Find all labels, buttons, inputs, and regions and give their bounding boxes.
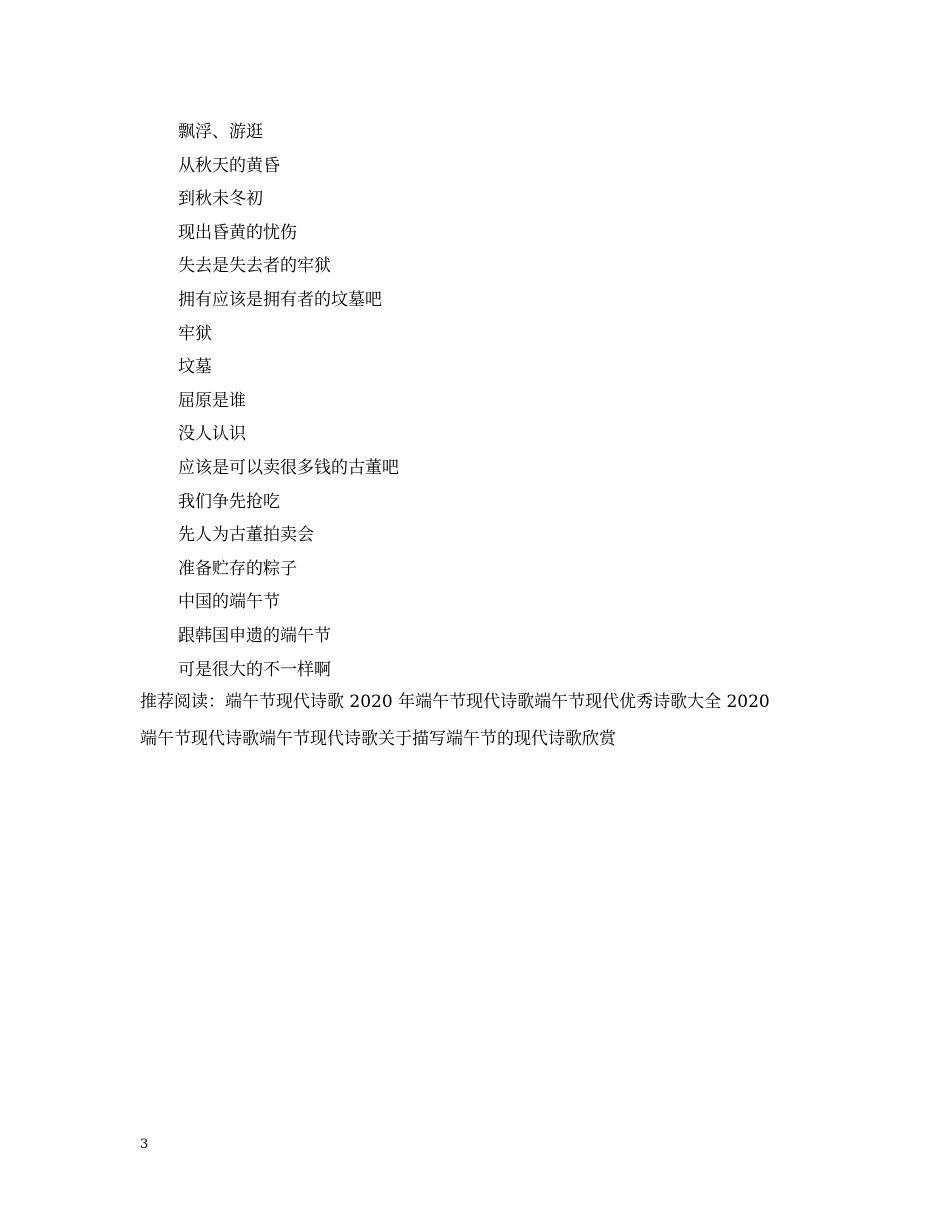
- poem-line: 到秋未冬初: [178, 189, 263, 210]
- poem-line: 屈原是谁: [178, 390, 246, 411]
- poem-body: [178, 116, 399, 687]
- poem-line: 飘浮、游逛: [178, 122, 263, 142]
- poem-line: 准备贮存的粽子: [178, 558, 297, 579]
- poem-line: 现出昏黄的忧伤: [178, 222, 297, 243]
- poem-line: 跟韩国申遗的端午节: [178, 625, 331, 646]
- poem-line: 从秋天的黄昏: [178, 155, 280, 176]
- poem-line: 牢狱: [178, 323, 212, 344]
- poem-line: 应该是可以卖很多钱的古董吧: [178, 457, 399, 478]
- poem-line: 中国的端午节: [178, 592, 280, 613]
- poem-line: 可是很大的不一样啊: [178, 659, 331, 680]
- recommended-reading: [140, 684, 830, 758]
- poem-line: 先人为古董拍卖会: [178, 525, 314, 546]
- page-number: 3: [140, 1137, 149, 1152]
- recommended-reading-line: 端午节现代诗歌端午节现代诗歌关于描写端午节的现代诗歌欣赏: [140, 729, 616, 749]
- poem-line: 失去是失去者的牢狱: [178, 256, 331, 277]
- poem-line: 坟墓: [178, 357, 212, 378]
- poem-line: 拥有应该是拥有者的坟墓吧: [178, 289, 382, 310]
- poem-line: 我们争先抢吃: [178, 491, 280, 512]
- poem-line: 没人认识: [178, 424, 246, 445]
- recommended-reading-line: 推荐阅读：端午节现代诗歌 2020 年端午节现代诗歌端午节现代优秀诗歌大全 2020: [140, 692, 770, 712]
